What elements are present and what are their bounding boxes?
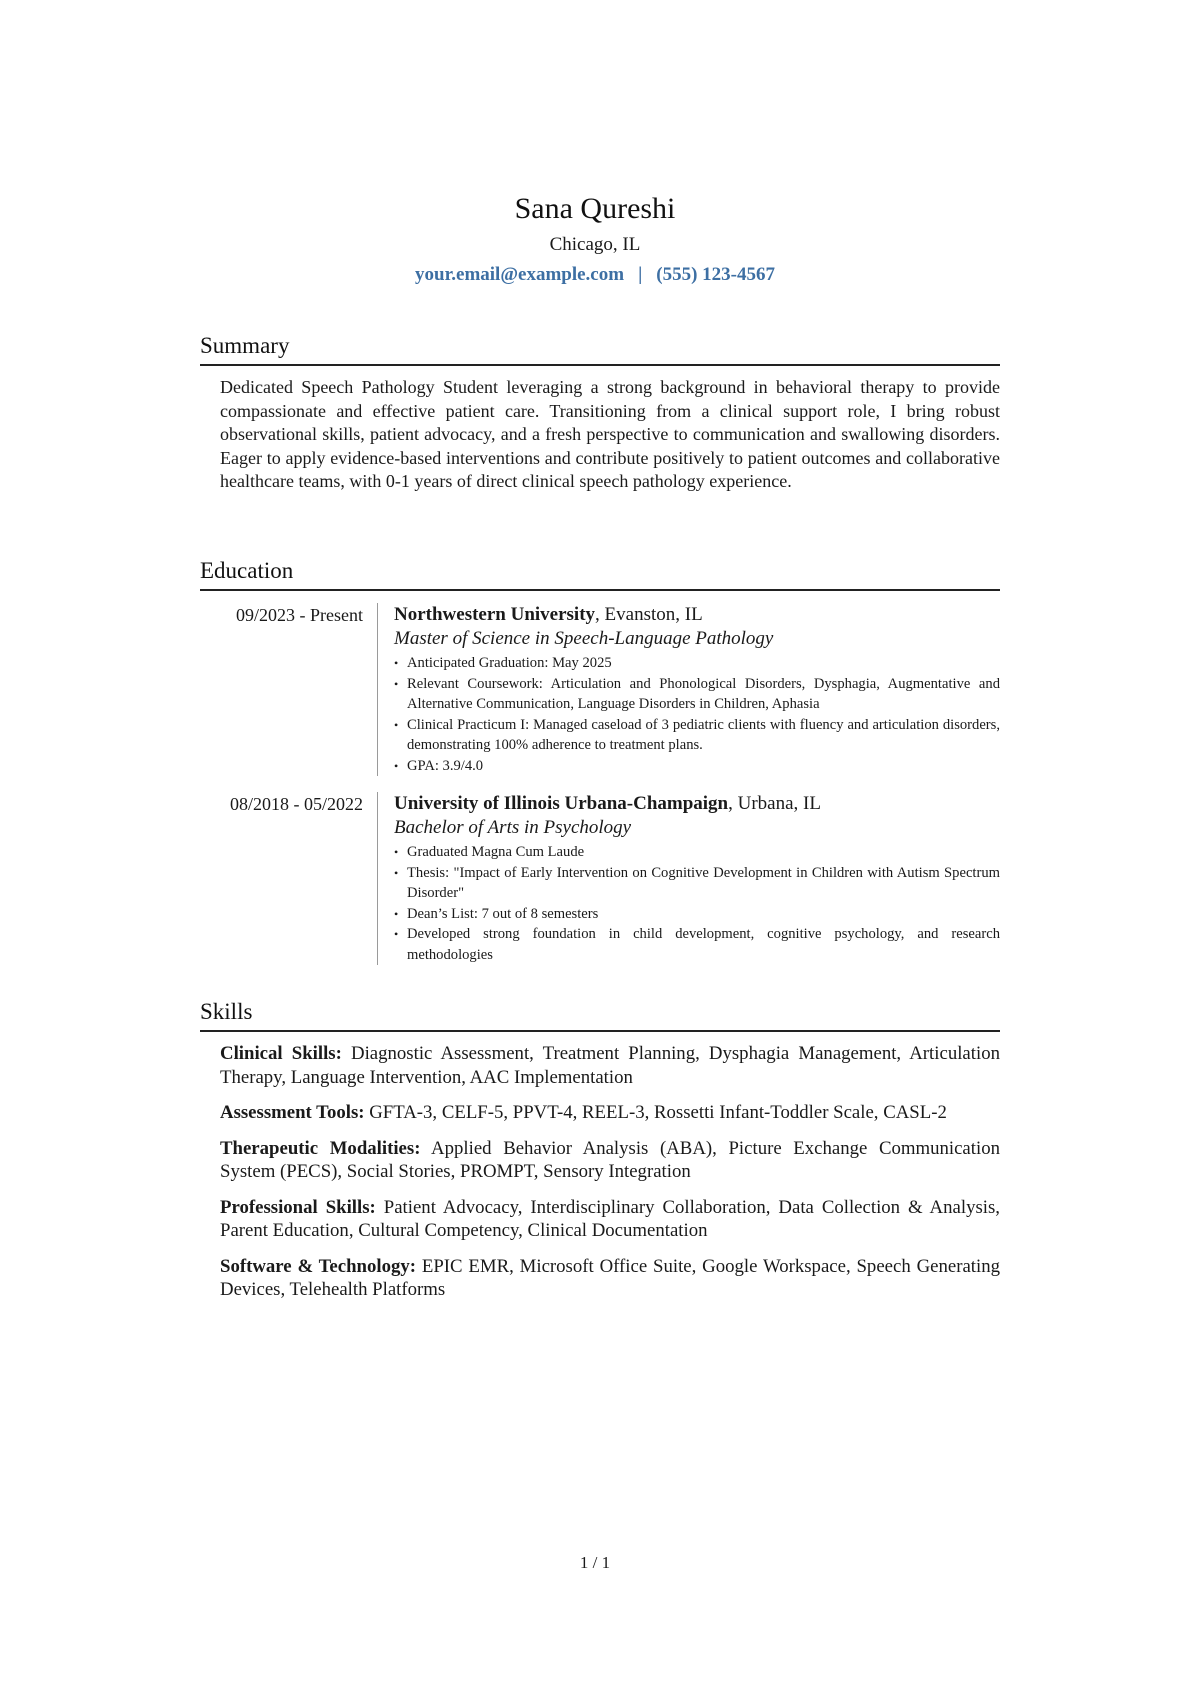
- education-date: 09/2023 - Present: [236, 605, 363, 625]
- skill-category: [220, 1196, 1000, 1243]
- skill-label: Therapeutic Modalities:: [220, 1137, 421, 1159]
- summary-text: Dedicated Speech Pathology Student leveraging a strong background in behavioral therapy to provide compassionate and effective patient care. Transitioning from a clinical support role, I bring robust observational skills, patient advocacy, and a fresh perspective to communication and swallowing disorders. Eager to apply evidence-based interventions and contribute positively to patient outcomes and collaborative healthcare teams, with 0-1 years of direct clinical speech pathology experience.: [220, 377, 1000, 491]
- contact-separator: |: [638, 264, 643, 285]
- email-link[interactable]: your.email@example.com: [415, 264, 625, 285]
- education-heading: Education: [200, 558, 294, 583]
- school-location: , Evanston, IL: [595, 604, 703, 625]
- education-bullets: [394, 653, 1000, 776]
- education-details: [377, 603, 1000, 776]
- summary-heading: Summary: [200, 333, 290, 358]
- degree: Bachelor of Arts in Psychology: [394, 817, 632, 838]
- bullet-item: • Developed strong foundation in child development, cognitive psychology, and research methodologies: [394, 924, 1000, 965]
- resume-header: [0, 190, 1190, 288]
- skill-values: Applied Behavior Analysis (ABA), Picture Exchange Communication System (PECS), Social Stories, PROMPT, Sensory Integration: [220, 1137, 1000, 1182]
- candidate-location: Chicago, IL: [549, 234, 641, 255]
- skill-category: [220, 1101, 1000, 1125]
- skill-category: [220, 1042, 1000, 1089]
- skills-heading: Skills: [200, 999, 253, 1024]
- bullet-item: • Clinical Practicum I: Managed caseload of 3 pediatric clients with fluency and articulation disorders, demonstrating 100% adherence to treatment plans.: [394, 715, 1000, 756]
- skill-values: Patient Advocacy, Interdisciplinary Collaboration, Data Collection & Analysis, Parent Education, Cultural Competency, Clinical Documentation: [220, 1196, 1000, 1241]
- bullet-item: • Thesis: "Impact of Early Intervention on Cognitive Development in Children with Autism Spectrum Disorder": [394, 863, 1000, 904]
- education-entry: [200, 792, 1000, 965]
- school-name: University of Illinois Urbana-Champaign: [394, 793, 729, 814]
- bullet-item: • Relevant Coursework: Articulation and Phonological Disorders, Dysphagia, Augmentative and Alternative Communication, Language Disorders in Children, Aphasia: [394, 674, 1000, 715]
- page-number: 1 / 1: [579, 1553, 611, 1572]
- school-line: [394, 603, 1000, 627]
- degree: Master of Science in Speech-Language Pathology: [394, 628, 774, 649]
- skill-label: Professional Skills:: [220, 1196, 376, 1218]
- bullet-item: • GPA: 3.9/4.0: [394, 756, 1000, 777]
- skills-section: [200, 998, 1000, 1314]
- section-divider: [200, 1030, 1000, 1032]
- skill-values: Diagnostic Assessment, Treatment Planning, Dysphagia Management, Articulation Therapy, Language Intervention, AAC Implementation: [220, 1043, 1000, 1088]
- section-divider: [200, 589, 1000, 591]
- contact-line: [0, 262, 1190, 288]
- skill-label: Software & Technology:: [220, 1255, 417, 1277]
- education-details: [377, 792, 1000, 965]
- section-divider: [200, 364, 1000, 366]
- skill-values: GFTA-3, CELF-5, PPVT-4, REEL-3, Rossetti Infant-Toddler Scale, CASL-2: [364, 1102, 947, 1123]
- bullet-item: • Dean’s List: 7 out of 8 semesters: [394, 904, 1000, 925]
- school-location: , Urbana, IL: [728, 793, 821, 814]
- bullet-item: • Anticipated Graduation: May 2025: [394, 653, 1000, 674]
- candidate-name: Sana Qureshi: [514, 192, 676, 225]
- phone-link[interactable]: (555) 123-4567: [656, 264, 775, 285]
- education-section: [200, 557, 1000, 965]
- education-entry: [200, 603, 1000, 776]
- education-bullets: [394, 842, 1000, 965]
- skill-category: [220, 1255, 1000, 1302]
- bullet-item: • Graduated Magna Cum Laude: [394, 842, 1000, 863]
- school-name: Northwestern University: [394, 604, 596, 625]
- skill-label: Clinical Skills:: [220, 1043, 342, 1064]
- summary-section: [200, 332, 1000, 494]
- school-line: [394, 792, 1000, 816]
- skill-values: EPIC EMR, Microsoft Office Suite, Google Workspace, Speech Generating Devices, Telehealth Platforms: [220, 1255, 1000, 1300]
- education-date: 08/2018 - 05/2022: [230, 794, 363, 814]
- skill-label: Assessment Tools:: [220, 1102, 365, 1123]
- skill-category: [220, 1137, 1000, 1184]
